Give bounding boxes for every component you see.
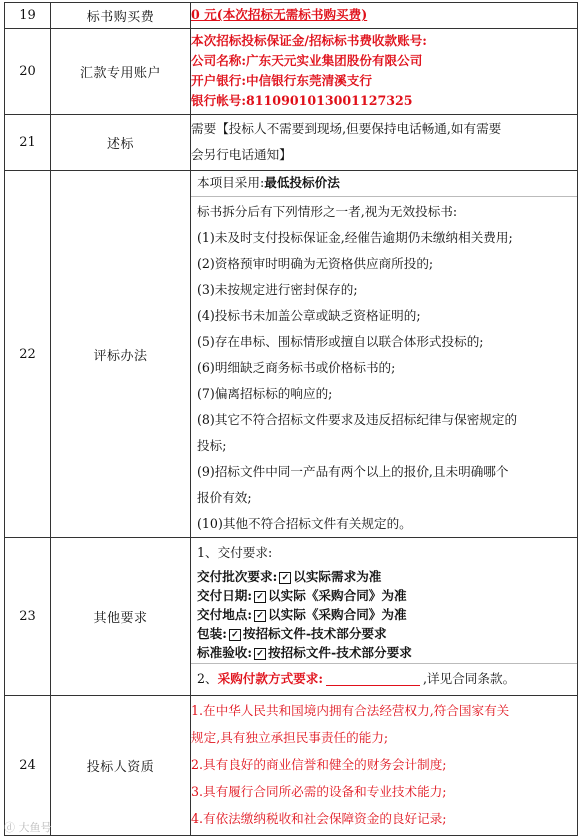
- row-number: 20: [5, 29, 51, 115]
- row-number: 22: [5, 171, 51, 538]
- table-row: [5, 696, 578, 836]
- company-name: 公司名称:广东天元实业集团股份有限公司: [191, 53, 423, 69]
- presentation-text-line: 会另行电话通知】: [191, 147, 292, 163]
- delivery-item-value: 以实际《采购合同》为准: [268, 588, 407, 604]
- qualification-item: 4.有依法缴纳税收和社会保障资金的良好记录;: [191, 811, 447, 827]
- delivery-item-label: 包装:: [197, 626, 227, 642]
- row-number: 19: [5, 3, 51, 29]
- delivery-item-value: 按招标文件-技术部分要求: [268, 645, 412, 661]
- row-content: [191, 3, 578, 29]
- bid-info-table: [4, 2, 578, 836]
- bid-doc-fee-text: 0 元(本次招标无需标书购买费): [191, 7, 368, 23]
- row-label: 其他要求: [51, 538, 191, 696]
- row-label: 标书购买费: [51, 3, 191, 29]
- presentation-text-line: 需要【投标人不需要到现场,但要保持电话畅通,如有需要: [191, 121, 502, 137]
- list-item: (4)投标书未加盖公章或缺乏资格证明的;: [197, 307, 421, 323]
- delivery-item-date: [197, 587, 573, 606]
- row-label: 述标: [51, 115, 191, 171]
- delivery-item-label: 交付地点:: [197, 607, 253, 623]
- method-prefix: 本项目采用:: [197, 175, 265, 191]
- method-name: 最低投标价法: [264, 175, 340, 191]
- bank-account: 银行帐号:811090101300112732​5: [191, 93, 413, 109]
- list-item: (1)未及时支付投标保证金,经催告逾期仍未缴纳相关费用;: [197, 229, 513, 245]
- delivery-item-acceptance: [197, 644, 573, 663]
- list-item: 标书拆分后有下列情形之一者,视为无效投标书:: [197, 203, 458, 219]
- payment-line: [191, 663, 577, 694]
- checkbox-checked-icon: ✓: [254, 591, 266, 603]
- row-content: [191, 115, 578, 171]
- table-row: [5, 29, 578, 115]
- watermark-text: 大鱼号: [18, 821, 52, 834]
- checkbox-checked-icon: ✓: [254, 648, 266, 660]
- list-item: 投标;: [197, 437, 227, 453]
- table-row: [5, 538, 578, 696]
- delivery-item-batch: [197, 568, 573, 587]
- row-label: 投标人资质: [51, 696, 191, 836]
- delivery-item-packaging: [197, 625, 573, 644]
- row-number: 24: [5, 696, 51, 836]
- delivery-item-label: 标准验收:: [197, 645, 253, 661]
- checkbox-checked-icon: ✓: [254, 610, 266, 622]
- table-row: [5, 3, 578, 29]
- delivery-item-value: 按招标文件-技术部分要求: [242, 626, 387, 642]
- list-item: (10)其他不符合招标文件有关规定的。: [197, 515, 412, 531]
- row-content: [191, 696, 578, 836]
- delivery-item-location: [197, 606, 573, 625]
- delivery-item-value: 以实际《采购合同》为准: [268, 607, 407, 623]
- list-item: (5)存在串标、围标情形或擅自以联合体形式投标的;: [197, 333, 484, 349]
- qualification-item: 1.在中华人民共和国境内拥有合法经营权力,符合国家有关: [191, 703, 510, 719]
- payment-prefix: 2、: [197, 670, 218, 686]
- payment-label: 采购付款方式要求:: [217, 670, 324, 686]
- qualification-item: 2.具有良好的商业信誉和健全的财务会计制度;: [191, 757, 447, 773]
- delivery-item-label: 交付日期:: [197, 588, 253, 604]
- payment-blank-underline: [326, 672, 420, 686]
- list-item: (7)偏离招标标的响应的;: [197, 385, 333, 401]
- qualification-item: 3.具有履行合同所必需的设备和专业技术能力;: [191, 784, 447, 800]
- watermark-logo-icon: ⓓ: [4, 821, 15, 834]
- row-content: [191, 171, 578, 538]
- checkbox-checked-icon: ✓: [229, 629, 241, 641]
- row-label: 评标办法: [51, 171, 191, 538]
- row-number: 23: [5, 538, 51, 696]
- delivery-item-label: 交付批次要求:: [197, 569, 278, 585]
- list-item: (3)未按规定进行密封保存的;: [197, 281, 358, 297]
- list-item: (9)招标文件中同一产品有两个以上的报价,且未明确哪个: [197, 463, 509, 479]
- row-content: [191, 538, 578, 696]
- list-item: (6)明细缺乏商务标书或价格标书的;: [197, 359, 396, 375]
- account-heading: 本次招标投标保证金/招标标书费收款账号:: [191, 33, 427, 49]
- list-item: 报价有效;: [197, 489, 252, 505]
- delivery-item-value: 以实际需求为准: [293, 569, 382, 585]
- row-number: 21: [5, 115, 51, 171]
- qualification-item: 规定,具有独立承担民事责任的能力;: [191, 730, 389, 746]
- evaluation-method: [191, 171, 577, 196]
- checkbox-checked-icon: ✓: [279, 572, 291, 584]
- row-content: [191, 29, 578, 115]
- delivery-title: 1、交付要求:: [197, 544, 273, 560]
- invalid-bid-list: [191, 196, 577, 537]
- watermark: [4, 819, 52, 835]
- row-label: 汇款专用账户: [51, 29, 191, 115]
- bank-name: 开户银行:中信银行东莞清溪支行: [191, 73, 372, 89]
- payment-suffix: ,详见合同条款。: [423, 670, 516, 686]
- delivery-items: [191, 568, 577, 663]
- table-row: [5, 171, 578, 538]
- table-row: [5, 115, 578, 171]
- list-item: (8)其它不符合招标文件要求及违反招标纪律与保密规定的: [197, 411, 518, 427]
- list-item: (2)资格预审时明确为无资格供应商所投的;: [197, 255, 434, 271]
